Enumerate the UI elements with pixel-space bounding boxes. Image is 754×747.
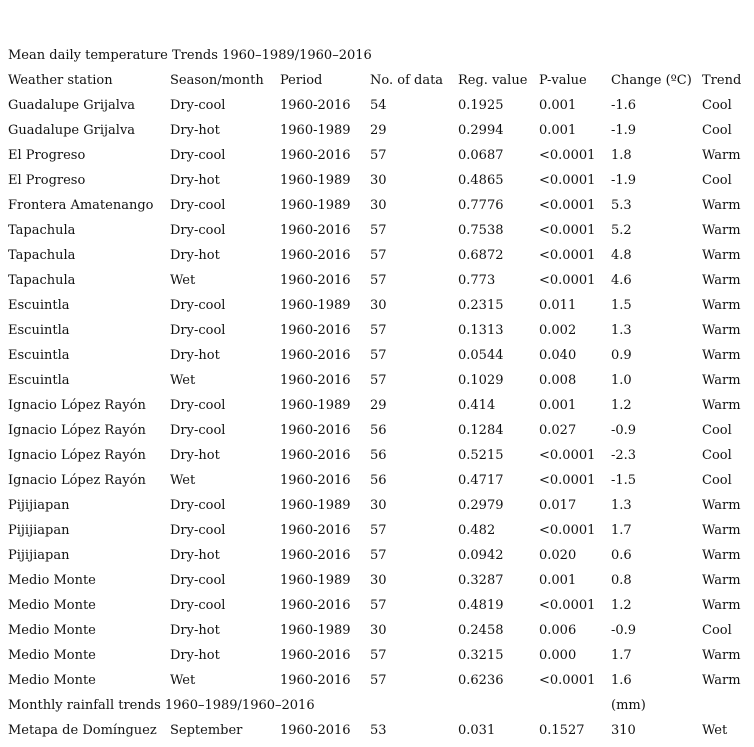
cell-change: 0.6: [611, 548, 632, 563]
cell-season: Dry-hot: [170, 648, 220, 663]
cell-change: 1.6: [611, 673, 632, 688]
cell-reg-value: 0.6872: [458, 248, 504, 263]
cell-p-value: 0.000: [539, 648, 577, 663]
cell-period: 1960-2016: [280, 548, 351, 563]
cell-reg-value: 0.1029: [458, 373, 504, 388]
cell-period: 1960-2016: [280, 223, 351, 238]
cell-station: Medio Monte: [8, 648, 96, 663]
table-row: [0, 543, 754, 568]
cell-season: Dry-hot: [170, 448, 220, 463]
cell-change: 1.0: [611, 373, 632, 388]
cell-n-data: 57: [370, 598, 387, 613]
cell-trend: Warm: [702, 398, 741, 413]
cell-season: Dry-cool: [170, 423, 226, 438]
table-row: [0, 318, 754, 343]
header-p-value: P-value: [539, 73, 587, 88]
cell-station: Metapa de Domínguez: [8, 723, 157, 738]
cell-reg-value: 0.0942: [458, 548, 504, 563]
rainfall-rows: [0, 718, 754, 743]
cell-station: Ignacio López Rayón: [8, 398, 146, 413]
cell-p-value: 0.1527: [539, 723, 585, 738]
cell-season: Dry-cool: [170, 223, 226, 238]
cell-season: Dry-cool: [170, 148, 226, 163]
table-row: [0, 293, 754, 318]
cell-change: 1.3: [611, 323, 632, 338]
cell-trend: Warm: [702, 223, 741, 238]
header-weather-station: Weather station: [8, 73, 113, 88]
cell-trend: Warm: [702, 348, 741, 363]
table-row: [0, 668, 754, 693]
cell-change: -1.9: [611, 173, 637, 188]
cell-reg-value: 0.4717: [458, 473, 504, 488]
cell-change: 1.7: [611, 648, 632, 663]
cell-station: Ignacio López Rayón: [8, 448, 146, 463]
cell-change: 0.8: [611, 573, 632, 588]
header-row: [0, 68, 754, 93]
cell-n-data: 30: [370, 298, 387, 313]
cell-p-value: <0.0001: [539, 273, 596, 288]
cell-p-value: <0.0001: [539, 198, 596, 213]
cell-n-data: 57: [370, 523, 387, 538]
cell-station: Medio Monte: [8, 598, 96, 613]
cell-station: Pijijiapan: [8, 523, 70, 538]
cell-trend: Cool: [702, 173, 732, 188]
cell-period: 1960-2016: [280, 648, 351, 663]
cell-n-data: 57: [370, 323, 387, 338]
cell-n-data: 57: [370, 148, 387, 163]
cell-period: 1960-2016: [280, 673, 351, 688]
cell-period: 1960-2016: [280, 448, 351, 463]
cell-station: Tapachula: [8, 273, 76, 288]
cell-period: 1960-2016: [280, 598, 351, 613]
cell-season: Dry-hot: [170, 248, 220, 263]
temperature-rows: [0, 93, 754, 693]
cell-season: September: [170, 723, 243, 738]
cell-period: 1960-1989: [280, 198, 351, 213]
cell-n-data: 57: [370, 648, 387, 663]
cell-period: 1960-2016: [280, 148, 351, 163]
cell-reg-value: 0.5215: [458, 448, 504, 463]
cell-change: 0.9: [611, 348, 632, 363]
cell-season: Dry-cool: [170, 298, 226, 313]
cell-change: 1.7: [611, 523, 632, 538]
cell-change: 1.5: [611, 298, 632, 313]
cell-reg-value: 0.7776: [458, 198, 504, 213]
cell-station: Escuintla: [8, 373, 70, 388]
cell-p-value: 0.040: [539, 348, 577, 363]
cell-change: 1.2: [611, 398, 632, 413]
cell-station: El Progreso: [8, 173, 86, 188]
rainfall-unit: (mm): [611, 698, 646, 713]
table-row: [0, 518, 754, 543]
cell-change: 4.6: [611, 273, 632, 288]
cell-reg-value: 0.414: [458, 398, 496, 413]
cell-p-value: 0.001: [539, 123, 577, 138]
table-row: [0, 418, 754, 443]
cell-period: 1960-1989: [280, 398, 351, 413]
table-row: [0, 243, 754, 268]
cell-season: Dry-cool: [170, 323, 226, 338]
cell-period: 1960-2016: [280, 523, 351, 538]
cell-reg-value: 0.031: [458, 723, 496, 738]
cell-p-value: 0.027: [539, 423, 577, 438]
cell-reg-value: 0.1313: [458, 323, 504, 338]
cell-season: Dry-hot: [170, 348, 220, 363]
cell-station: Ignacio López Rayón: [8, 423, 146, 438]
cell-change: 5.3: [611, 198, 632, 213]
cell-period: 1960-2016: [280, 98, 351, 113]
table-row: [0, 593, 754, 618]
table-row: [0, 193, 754, 218]
cell-trend: Warm: [702, 573, 741, 588]
cell-reg-value: 0.4819: [458, 598, 504, 613]
table-row: [0, 118, 754, 143]
cell-p-value: <0.0001: [539, 248, 596, 263]
cell-period: 1960-2016: [280, 723, 351, 738]
cell-n-data: 30: [370, 573, 387, 588]
cell-n-data: 29: [370, 398, 387, 413]
cell-n-data: 54: [370, 98, 387, 113]
header-no-of-data: No. of data: [370, 73, 444, 88]
cell-trend: Cool: [702, 473, 732, 488]
cell-season: Wet: [170, 273, 196, 288]
cell-n-data: 57: [370, 273, 387, 288]
cell-p-value: <0.0001: [539, 473, 596, 488]
header-period: Period: [280, 73, 323, 88]
cell-p-value: 0.002: [539, 323, 577, 338]
cell-reg-value: 0.2979: [458, 498, 504, 513]
cell-season: Dry-hot: [170, 548, 220, 563]
cell-reg-value: 0.7538: [458, 223, 504, 238]
cell-n-data: 30: [370, 498, 387, 513]
cell-reg-value: 0.0544: [458, 348, 504, 363]
cell-trend: Warm: [702, 148, 741, 163]
cell-reg-value: 0.2315: [458, 298, 504, 313]
header-reg-value: Reg. value: [458, 73, 528, 88]
header-season-month: Season/month: [170, 73, 264, 88]
cell-season: Dry-cool: [170, 498, 226, 513]
trends-table: [0, 43, 754, 743]
cell-period: 1960-1989: [280, 173, 351, 188]
cell-trend: Warm: [702, 523, 741, 538]
cell-reg-value: 0.0687: [458, 148, 504, 163]
table-row: [0, 368, 754, 393]
cell-station: Ignacio López Rayón: [8, 473, 146, 488]
cell-station: Medio Monte: [8, 573, 96, 588]
rainfall-caption-row: [0, 693, 754, 718]
cell-p-value: 0.020: [539, 548, 577, 563]
cell-n-data: 56: [370, 448, 387, 463]
cell-reg-value: 0.4865: [458, 173, 504, 188]
cell-change: 5.2: [611, 223, 632, 238]
cell-p-value: <0.0001: [539, 673, 596, 688]
cell-trend: Cool: [702, 423, 732, 438]
cell-change: -1.9: [611, 123, 637, 138]
cell-trend: Warm: [702, 298, 741, 313]
cell-reg-value: 0.6236: [458, 673, 504, 688]
cell-trend: Cool: [702, 98, 732, 113]
table-row: [0, 443, 754, 468]
cell-trend: Warm: [702, 548, 741, 563]
temperature-caption-row: [0, 43, 754, 68]
cell-n-data: 30: [370, 173, 387, 188]
cell-season: Dry-hot: [170, 623, 220, 638]
cell-p-value: <0.0001: [539, 173, 596, 188]
cell-season: Wet: [170, 673, 196, 688]
table-row: [0, 268, 754, 293]
cell-change: 1.3: [611, 498, 632, 513]
cell-trend: Warm: [702, 373, 741, 388]
temperature-caption: Mean daily temperature Trends 1960–1989/1960–2016: [8, 48, 372, 63]
cell-reg-value: 0.3287: [458, 573, 504, 588]
cell-trend: Cool: [702, 123, 732, 138]
cell-trend: Cool: [702, 448, 732, 463]
cell-n-data: 56: [370, 473, 387, 488]
cell-station: Guadalupe Grijalva: [8, 123, 136, 138]
cell-season: Wet: [170, 373, 196, 388]
cell-p-value: <0.0001: [539, 448, 596, 463]
table-row: [0, 568, 754, 593]
table-row: [0, 168, 754, 193]
cell-p-value: 0.006: [539, 623, 577, 638]
cell-season: Dry-hot: [170, 123, 220, 138]
cell-trend: Warm: [702, 198, 741, 213]
cell-season: Dry-cool: [170, 598, 226, 613]
cell-period: 1960-1989: [280, 623, 351, 638]
cell-n-data: 57: [370, 673, 387, 688]
cell-period: 1960-1989: [280, 573, 351, 588]
cell-reg-value: 0.3215: [458, 648, 504, 663]
cell-change: -2.3: [611, 448, 637, 463]
cell-period: 1960-2016: [280, 323, 351, 338]
cell-n-data: 57: [370, 223, 387, 238]
cell-station: Tapachula: [8, 248, 76, 263]
cell-trend: Warm: [702, 648, 741, 663]
cell-period: 1960-2016: [280, 248, 351, 263]
cell-p-value: <0.0001: [539, 223, 596, 238]
cell-p-value: <0.0001: [539, 523, 596, 538]
cell-trend: Warm: [702, 323, 741, 338]
cell-reg-value: 0.2458: [458, 623, 504, 638]
table-row: [0, 343, 754, 368]
cell-station: Tapachula: [8, 223, 76, 238]
cell-change: -1.6: [611, 98, 637, 113]
table-row: [0, 93, 754, 118]
cell-p-value: <0.0001: [539, 598, 596, 613]
cell-station: Escuintla: [8, 348, 70, 363]
cell-reg-value: 0.2994: [458, 123, 504, 138]
cell-trend: Wet: [702, 723, 728, 738]
cell-trend: Warm: [702, 498, 741, 513]
table-row: [0, 493, 754, 518]
cell-p-value: 0.001: [539, 573, 577, 588]
cell-period: 1960-2016: [280, 423, 351, 438]
cell-station: Pijijiapan: [8, 548, 70, 563]
cell-station: Medio Monte: [8, 673, 96, 688]
cell-reg-value: 0.1284: [458, 423, 504, 438]
cell-trend: Warm: [702, 598, 741, 613]
cell-reg-value: 0.1925: [458, 98, 504, 113]
cell-station: Frontera Amatenango: [8, 198, 154, 213]
cell-season: Dry-cool: [170, 573, 226, 588]
cell-n-data: 57: [370, 348, 387, 363]
cell-season: Dry-cool: [170, 98, 226, 113]
cell-p-value: 0.008: [539, 373, 577, 388]
cell-season: Dry-cool: [170, 398, 226, 413]
cell-station: El Progreso: [8, 148, 86, 163]
table-row: [0, 618, 754, 643]
cell-p-value: 0.011: [539, 298, 577, 313]
cell-trend: Cool: [702, 623, 732, 638]
rainfall-caption: Monthly rainfall trends 1960–1989/1960–2016: [8, 698, 315, 713]
cell-n-data: 30: [370, 198, 387, 213]
cell-period: 1960-2016: [280, 348, 351, 363]
cell-season: Dry-hot: [170, 173, 220, 188]
table-row: [0, 393, 754, 418]
cell-station: Escuintla: [8, 298, 70, 313]
cell-change: 310: [611, 723, 636, 738]
cell-p-value: 0.017: [539, 498, 577, 513]
cell-season: Dry-cool: [170, 523, 226, 538]
cell-station: Medio Monte: [8, 623, 96, 638]
cell-n-data: 57: [370, 548, 387, 563]
cell-n-data: 56: [370, 423, 387, 438]
cell-trend: Warm: [702, 673, 741, 688]
cell-station: Guadalupe Grijalva: [8, 98, 136, 113]
cell-n-data: 53: [370, 723, 387, 738]
cell-station: Escuintla: [8, 323, 70, 338]
cell-p-value: 0.001: [539, 398, 577, 413]
header-change: Change (ºC): [611, 73, 692, 88]
cell-n-data: 57: [370, 373, 387, 388]
header-trend: Trend: [702, 73, 742, 88]
cell-n-data: 30: [370, 623, 387, 638]
cell-change: -0.9: [611, 623, 637, 638]
table-row: [0, 218, 754, 243]
cell-station: Pijijiapan: [8, 498, 70, 513]
cell-reg-value: 0.482: [458, 523, 496, 538]
table-row: [0, 643, 754, 668]
table-row: [0, 718, 754, 743]
cell-period: 1960-2016: [280, 373, 351, 388]
cell-change: 4.8: [611, 248, 632, 263]
cell-period: 1960-1989: [280, 298, 351, 313]
cell-trend: Warm: [702, 248, 741, 263]
cell-period: 1960-1989: [280, 123, 351, 138]
cell-change: -0.9: [611, 423, 637, 438]
cell-change: 1.2: [611, 598, 632, 613]
cell-period: 1960-1989: [280, 498, 351, 513]
cell-change: 1.8: [611, 148, 632, 163]
cell-season: Wet: [170, 473, 196, 488]
cell-reg-value: 0.773: [458, 273, 496, 288]
cell-trend: Warm: [702, 273, 741, 288]
cell-p-value: 0.001: [539, 98, 577, 113]
cell-p-value: <0.0001: [539, 148, 596, 163]
cell-change: -1.5: [611, 473, 637, 488]
cell-n-data: 57: [370, 248, 387, 263]
cell-season: Dry-cool: [170, 198, 226, 213]
table-row: [0, 143, 754, 168]
table-row: [0, 468, 754, 493]
cell-period: 1960-2016: [280, 273, 351, 288]
cell-n-data: 29: [370, 123, 387, 138]
cell-period: 1960-2016: [280, 473, 351, 488]
